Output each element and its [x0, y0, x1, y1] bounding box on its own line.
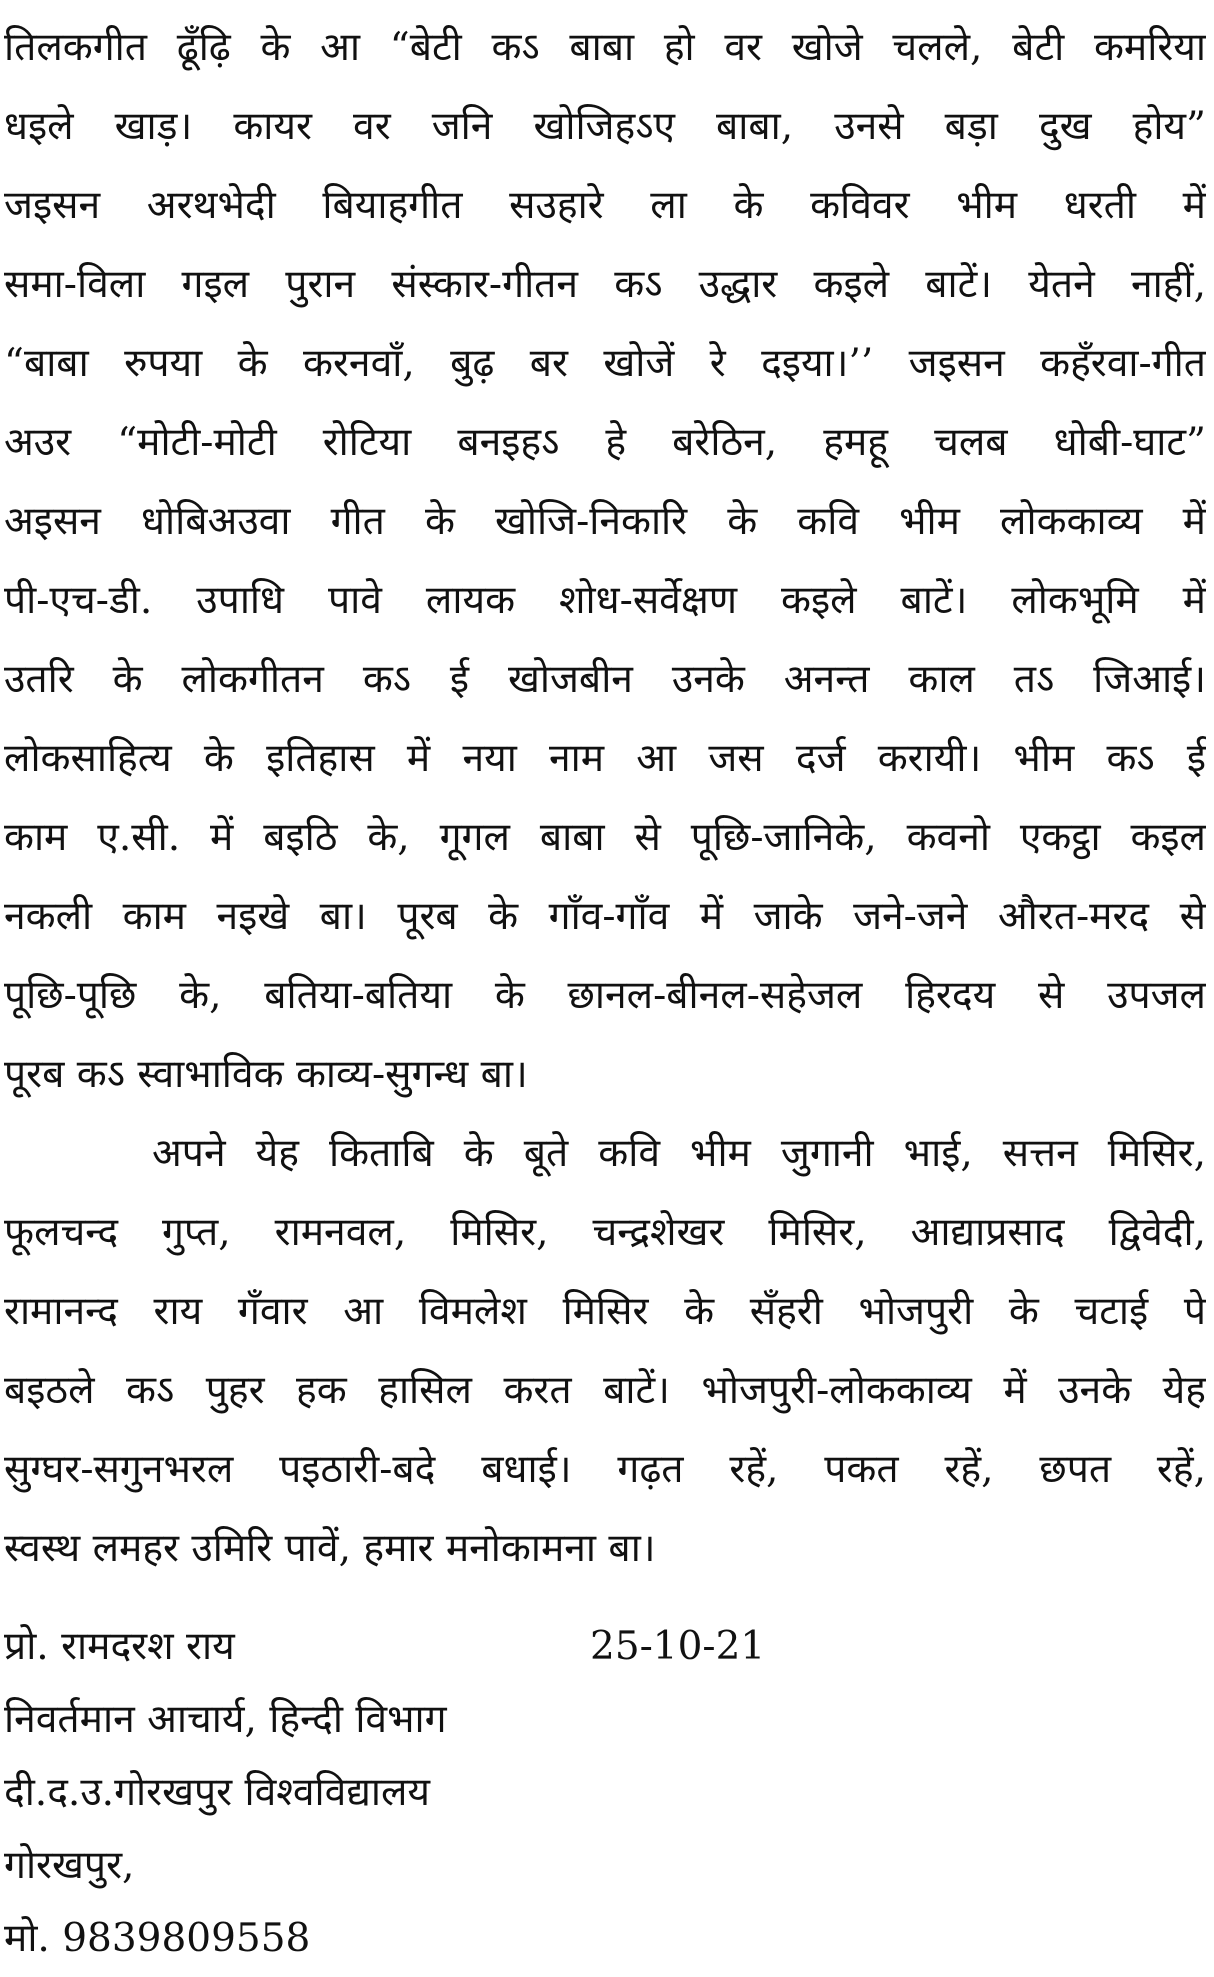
- paragraph-1-line: धइले खाड़। कायर वर जनि खोजिहऽए बाबा, उनसे बड़ा दुख होय”: [4, 104, 1206, 149]
- paragraph-1-line: तिलकगीत ढूँढ़ि के आ “बेटी कऽ बाबा हो वर खोजे चलले, बेटी कमरिया: [4, 25, 1206, 70]
- letter-date: 25-10-21: [590, 1624, 766, 1669]
- paragraph-2-line: सुग्घर-सगुनभरल पइठारी-बदे बधाई। गढ़त रहें, पकत रहें, छपत रहें,: [4, 1447, 1206, 1492]
- signatory-name: प्रो. रामदरश राय: [4, 1624, 235, 1669]
- signatory-designation: निवर्तमान आचार्य, हिन्दी विभाग: [4, 1697, 447, 1742]
- paragraph-1-line: अउर “मोटी-मोटी रोटिया बनइहऽ हे बरेठिन, हमहू चलब धोबी-घाट”: [4, 420, 1206, 465]
- paragraph-1-line: समा-विला गइल पुरान संस्कार-गीतन कऽ उद्धार कइले बाटें। येतने नाहीं,: [4, 262, 1206, 307]
- signatory-phone: मो. 9839809558: [4, 1916, 311, 1961]
- paragraph-1-last-line: पूरब कऽ स्वाभाविक काव्य-सुगन्ध बा।: [4, 1052, 528, 1097]
- letter-body: [4, 8, 1206, 1588]
- paragraph-1-line: जइसन अरथभेदी बियाहगीत सउहारे ला के कविवर भीम धरती में: [4, 183, 1206, 228]
- paragraph-1-line: “बाबा रुपया के करनवाँ, बुढ़ बर खोजें रे दइया।’’ जइसन कहँरवा-गीत: [4, 341, 1206, 386]
- signature-block: [4, 1610, 1104, 1975]
- paragraph-1-line: पी-एच-डी. उपाधि पावे लायक शोध-सर्वेक्षण कइले बाटें। लोकभूमि में: [4, 578, 1206, 623]
- paragraph-1-line: अइसन धोबिअउवा गीत के खोजि-निकारि के कवि भीम लोककाव्य में: [4, 499, 1206, 544]
- signatory-university: दी.द.उ.गोरखपुर विश्वविद्यालय: [4, 1770, 431, 1815]
- signatory-city: गोरखपुर,: [4, 1843, 135, 1888]
- paragraph-2-line: बइठले कऽ पुहर हक हासिल करत बाटें। भोजपुरी-लोककाव्य में उनके येह: [4, 1368, 1206, 1413]
- paragraph-2-last-line: स्वस्थ लमहर उमिरि पावें, हमार मनोकामना बा।: [4, 1526, 656, 1571]
- paragraph-1-line: लोकसाहित्य के इतिहास में नया नाम आ जस दर्ज करायी। भीम कऽ ई: [4, 736, 1206, 781]
- paragraph-2-line: फूलचन्द गुप्त, रामनवल, मिसिर, चन्द्रशेखर मिसिर, आद्याप्रसाद द्विवेदी,: [4, 1210, 1206, 1255]
- paragraph-1-line: उतरि के लोकगीतन कऽ ई खोजबीन उनके अनन्त काल तऽ जिआई।: [4, 657, 1206, 702]
- paragraph-1-line: काम ए.सी. में बइठि के, गूगल बाबा से पूछि-जानिके, कवनो एकट्ठा कइल: [4, 815, 1206, 860]
- paragraph-2-line: रामानन्द राय गँवार आ विमलेश मिसिर के सँहरी भोजपुरी के चटाई पे: [4, 1289, 1206, 1334]
- paragraph-1-line: नकली काम नइखे बा। पूरब के गाँव-गाँव में जाके जने-जने औरत-मरद से: [4, 894, 1206, 939]
- paragraph-2-first-line: अपने येह किताबि के बूते कवि भीम जुगानी भाई, सत्तन मिसिर,: [152, 1131, 1206, 1176]
- paragraph-1-line: पूछि-पूछि के, बतिया-बतिया के छानल-बीनल-सहेजल हिरदय से उपजल: [4, 973, 1206, 1018]
